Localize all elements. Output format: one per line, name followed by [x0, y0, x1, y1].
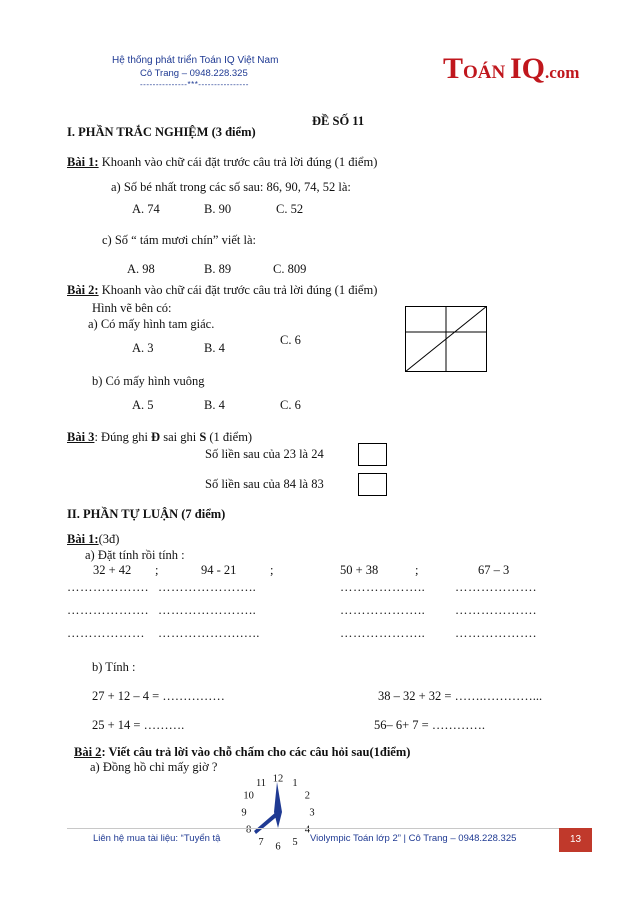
bai3-statement-2: Số liền sau của 84 là 83 — [205, 477, 324, 491]
bai2-question-b: b) Có mấy hình vuông — [92, 374, 205, 388]
expr-sep-3: ; — [415, 563, 419, 577]
dots-r1-c1: ………………. — [67, 580, 149, 594]
bai2-b-option-a: A. 5 — [132, 398, 154, 412]
dots-r2-c4: ………………. — [455, 603, 537, 617]
answer-box-2[interactable] — [358, 473, 387, 496]
bai1-c-option-a: A. 98 — [127, 262, 155, 276]
clock-number-10: 10 — [243, 790, 254, 802]
clock-number-4: 4 — [304, 824, 311, 836]
section2-heading: II. PHẦN TỰ LUẬN (7 điểm) — [67, 507, 226, 521]
logo-text-iq: IQ — [510, 52, 546, 85]
dots-r3-c2: ……………….….. — [158, 626, 260, 640]
calc-4: 56– 6+ 7 = …………. — [374, 718, 485, 732]
bai1-text: Khoanh vào chữ cái đặt trước câu trả lời đúng (1 điểm) — [98, 155, 378, 169]
s2-bai2-question-a: a) Đồng hồ chỉ mấy giờ ? — [90, 760, 218, 774]
bai3-text-c: (1 điểm) — [206, 430, 253, 444]
analog-clock — [228, 768, 328, 860]
expr-1: 32 + 42 — [93, 563, 132, 577]
bai1-a-option-c: C. 52 — [276, 202, 304, 216]
bai1-a-option-b: B. 90 — [204, 202, 232, 216]
footer-right: Violympic Toán lớp 2” | Cô Trang – 0948.228.325 — [310, 833, 517, 844]
bai1-instruction — [67, 155, 377, 170]
bai2-a-option-a: A. 3 — [132, 341, 154, 355]
footer-rule — [67, 828, 559, 829]
expr-sep-1: ; — [155, 563, 159, 577]
clock-number-11: 11 — [255, 778, 267, 790]
bai3-instruction — [67, 430, 252, 445]
clock-center — [276, 810, 280, 814]
dots-r2-c2: ………………….. — [158, 603, 257, 617]
answer-box-1[interactable] — [358, 443, 387, 466]
clock-number-1: 1 — [292, 778, 298, 790]
expr-3: 50 + 38 — [340, 563, 379, 577]
clock-number-8: 8 — [245, 824, 252, 836]
bai2-instruction — [67, 283, 377, 298]
dots-r1-c2: ………………….. — [158, 580, 257, 594]
s2-bai2-text: : Viết câu trả lời vào chỗ chấm cho các câu hỏi sau(1điểm) — [101, 745, 411, 759]
section1-heading: I. PHẦN TRẮC NGHIỆM (3 điểm) — [67, 125, 256, 139]
square-grid-figure — [405, 306, 487, 372]
dots-r2-c3: ……………….. — [340, 603, 426, 617]
s2-bai1-question-b: b) Tính : — [92, 660, 136, 674]
expr-2: 94 - 21 — [201, 563, 237, 577]
s2-bai2-label: Bài 2 — [74, 745, 102, 759]
bai2-text: Khoanh vào chữ cái đặt trước câu trả lời đúng (1 điểm) — [98, 283, 378, 297]
bai3-statement-1: Số liền sau của 23 là 24 — [205, 447, 324, 461]
bai1-c-option-c: C. 809 — [273, 262, 307, 276]
header-contact: Cô Trang – 0948.228.325 — [140, 68, 248, 79]
bai1-a-option-a: A. 74 — [132, 202, 160, 216]
logo-letter-t: T — [443, 52, 464, 85]
clock-number-7: 7 — [258, 836, 264, 848]
dots-r3-c1: ……………… — [67, 626, 145, 640]
header-org: Hệ thống phát triển Toán IQ Việt Nam — [112, 55, 279, 66]
clock-number-6: 6 — [275, 841, 281, 853]
page-number: 13 — [559, 828, 592, 852]
clock-number-9: 9 — [241, 807, 247, 819]
footer-left: Liên hệ mua tài liệu: “Tuyển tậ — [93, 833, 221, 844]
s2-bai1-question-a: a) Đặt tính rồi tính : — [85, 548, 185, 562]
calc-2: 38 – 32 + 32 = …….…………... — [378, 689, 543, 703]
bai3-label: Bài 3 — [67, 430, 95, 444]
dots-r2-c1: ………………. — [67, 603, 149, 617]
s2-bai1-points: (3đ) — [98, 532, 120, 546]
bai2-question-a: a) Có mấy hình tam giác. — [88, 317, 215, 331]
header-divider: ---------------***---------------- — [140, 80, 249, 89]
bai1-question-a: a) Số bé nhất trong các số sau: 86, 90, 74, 52 là: — [111, 180, 351, 194]
dots-r3-c4: ………………. — [455, 626, 537, 640]
s2-bai1-heading — [67, 532, 119, 547]
bai2-a-option-c: C. 6 — [280, 333, 301, 347]
calc-3: 25 + 14 = ………. — [92, 718, 185, 732]
logo-text-com: .com — [545, 63, 580, 82]
bai1-question-c: c) Số “ tám mươi chín” viết là: — [102, 233, 256, 247]
clock-number-2: 2 — [304, 790, 311, 802]
page-title: ĐỀ SỐ 11 — [312, 114, 365, 128]
dots-r3-c3: ……………….. — [340, 626, 426, 640]
expr-sep-2: ; — [270, 563, 274, 577]
clock-number-12: 12 — [272, 773, 284, 785]
expr-4: 67 – 3 — [478, 563, 510, 577]
bai1-label: Bài 1: — [67, 155, 99, 169]
brand-logo — [443, 52, 579, 86]
bai2-a-option-b: B. 4 — [204, 341, 225, 355]
s2-bai1-label: Bài 1: — [67, 532, 99, 546]
bai2-b-option-c: C. 6 — [280, 398, 301, 412]
dots-r1-c4: ………………. — [455, 580, 537, 594]
clock-number-3: 3 — [309, 807, 315, 819]
s2-bai2-instruction — [74, 745, 410, 760]
bai1-c-option-b: B. 89 — [204, 262, 232, 276]
bai2-intro: Hình vẽ bên có: — [92, 301, 172, 315]
bai2-b-option-b: B. 4 — [204, 398, 225, 412]
bai3-text-b: sai ghi — [160, 430, 200, 444]
dots-r1-c3: ……………….. — [340, 580, 426, 594]
bai3-text-a: : Đúng ghi — [94, 430, 152, 444]
calc-1: 27 + 12 – 4 = …………… — [92, 689, 225, 703]
bai2-label: Bài 2: — [67, 283, 99, 297]
bai3-d: Đ — [151, 430, 161, 444]
clock-number-5: 5 — [292, 836, 298, 848]
logo-text-oan: OÁN — [463, 62, 510, 83]
bai3-s: S — [199, 430, 207, 444]
